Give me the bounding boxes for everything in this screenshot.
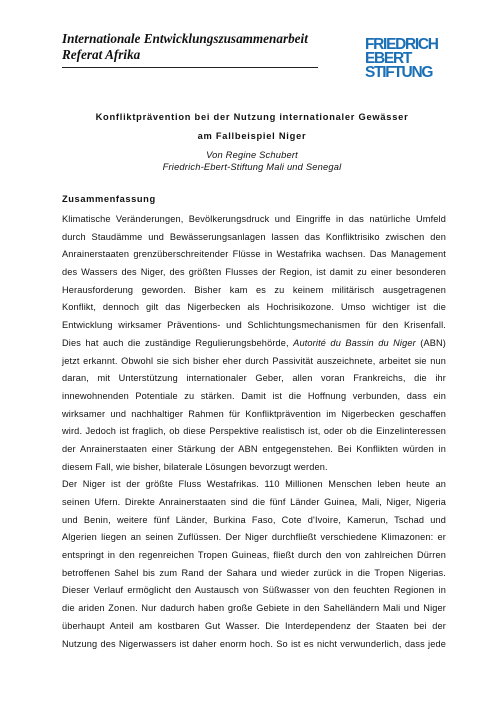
text-segment: (ABN) [420,337,447,348]
text-line: Herausforderung geworden. Bisher kam es zu keinem militärisch ausgetragenen [62,284,446,295]
text-line: innewohnenden Potentiale zu stärken. Damit ist die Hoffnung verbunden, dass ein [62,390,446,401]
text-line: seinen Ufern. Direkte Anrainerstaaten sind die fünf Länder Guinea, Mali, Niger, Nigeria [62,497,446,507]
text-line: daran, mit Unterstützung internationaler Geber, allen voran Frankreichs, die ihr [62,373,446,384]
author-name: Von Regine Schubert [206,150,298,160]
text-line: Algerien liegen an seinen Zuflüssen. Der Niger durchfließt verschiedene Klimazonen: er [62,532,446,543]
text-line: die ariden Zonen. Nur dadurch haben große Gebiete in den Sahelländern Mali und Niger [62,603,446,614]
page-header [62,31,318,68]
header-line-1: Internationale Entwicklungszusammenarbeit [62,31,308,46]
text-line: Der Niger ist der größte Fluss Westafrikas. 110 Millionen Menschen leben heute an [62,479,446,490]
logo-word-2: EBERT [365,50,412,67]
document-title-line-2: am Fallbeispiel Niger [197,131,307,141]
author-affiliation: Friedrich-Ebert-Stiftung Mali und Senegal [162,162,342,172]
text-line: und Benin, weitere fünf Länder, Burkina Faso, Cote d'Ivoire, Kamerun, Tschad und [62,514,446,525]
text-line: Klimatische Veränderungen, Bevölkerungsdruck und Eingriffe in das natürliche Umfeld [62,214,446,224]
text-line: durch Staudämme und Bewässerungsanlagen lassen das Konfliktrisiko zwischen den [62,231,446,242]
logo-word-1: FRIEDRICH [365,36,438,53]
text-line: wird. Jedoch ist fraglich, ob diese Perspektive realistisch ist, oder ob die Einzelinteressen [62,426,446,437]
text-line: wirksamer und nachhaltiger Rahmen für Konfliktprävention im Nigerbecken geschaffen [62,408,446,419]
paragraph-2 [62,476,446,653]
text-line: diesem Fall, wie bisher, bilaterale Lösungen bevorzugt werden. [62,461,328,472]
text-line: Konflikt, dennoch gilt das Nigerbecken als Hochrisikozone. Umso wichtiger ist die [62,302,446,313]
text-line: überhaupt Anteil am kostbaren Gut Wasser. Die Interdependenz der Staaten bei der [62,620,446,631]
document-title-line-1: Konfliktprävention bei der Nutzung internationaler Gewässer [95,112,409,122]
text-segment: Dies hat auch die zuständige Regulierungsbehörde, [62,337,289,348]
fes-logo [365,38,445,82]
organization-name-italic: Autorité du Bassin du Niger [293,337,416,348]
text-line: Dieser Verlauf ermöglicht den Austausch von Süßwasser von den feuchten Regionen in [62,585,446,596]
text-line: entspringt in den regenreichen Tropen Guineas, fließt durch den von zahlreichen Dürren [62,550,446,561]
text-line: Entwicklung wirksamer Präventions- und Schlichtungsmechanismen für den Krisenfall. [62,320,446,331]
text-line: Anrainerstaaten grenzüberschreitender Flüsse in Westafrika wachsen. Das Management [62,249,446,260]
paragraph-1 [62,211,446,476]
logo-word-3: STIFTUNG [365,64,433,81]
text-line-with-italic [62,335,446,353]
text-line: des Wassers des Niger, des größten Flusses der Region, ist damit zu einer besonderen [62,267,446,278]
header-line-2: Referat Afrika [62,47,141,62]
document-body [62,211,446,653]
text-line: jetzt erkannt. Obwohl sie sich bisher eher durch Passivität auszeichnete, arbeitet sie nun [62,355,446,366]
text-line: Nutzung des Nigerwassers ist daher enorm hoch. So ist es nicht verwunderlich, dass jede [62,638,446,649]
text-line: der Anrainerstaaten einer Stärkung der ABN entgegenstehen. Bei Konflikten würden in [62,443,446,454]
section-heading: Zusammenfassung [62,194,156,204]
text-line: betroffenen Sahel bis zum Rand der Sahara und wieder zurück in die Tropen Nigerias. [62,567,446,578]
